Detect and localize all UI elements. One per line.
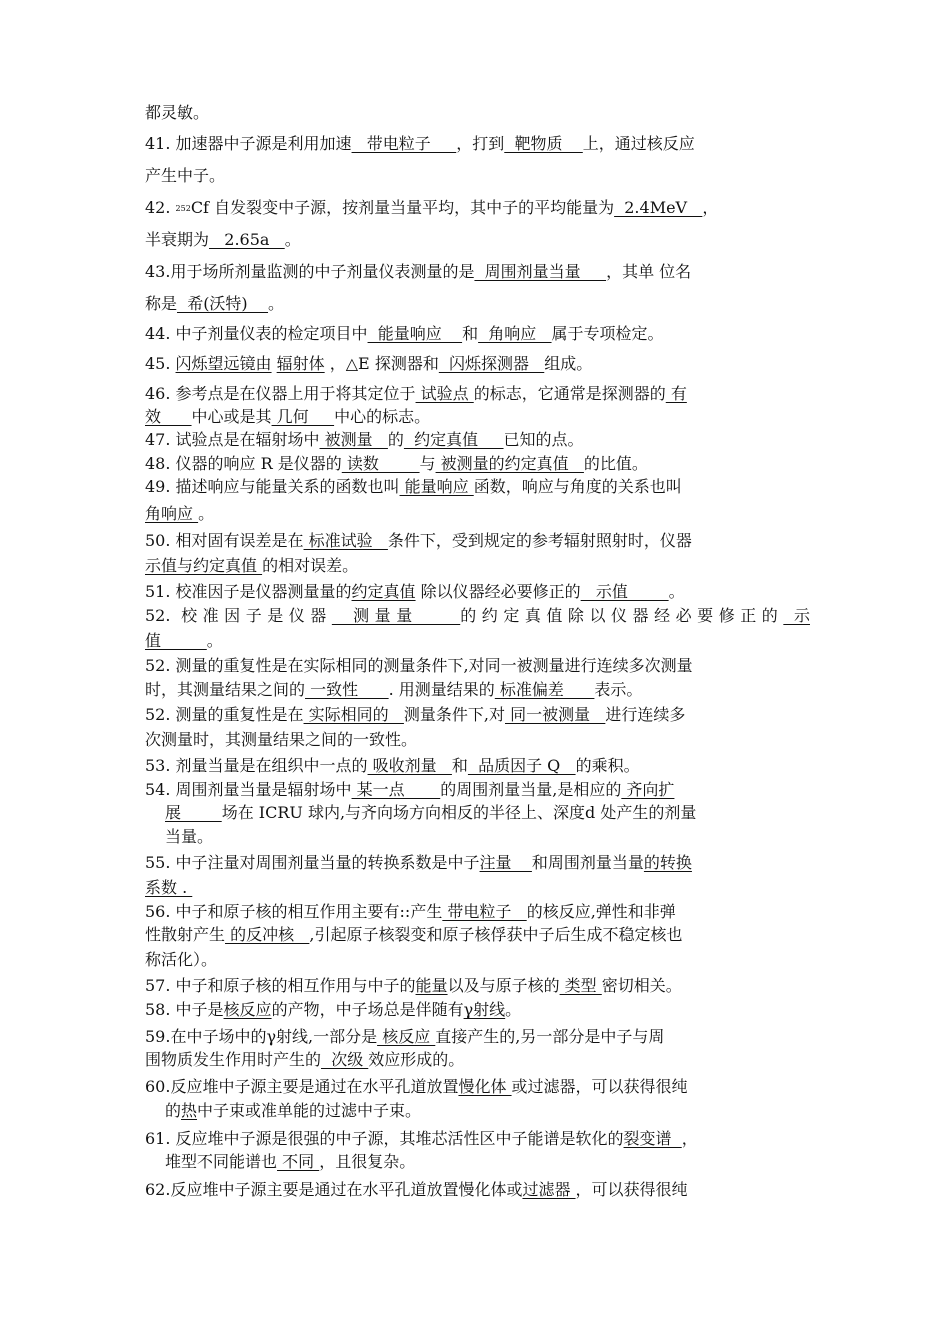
line-text: 52. 测量的重复性是在	[145, 705, 304, 724]
text-line	[145, 323, 810, 344]
fill-blank-answer: 闪烁探测器	[438, 354, 545, 373]
line-text: 的	[165, 1101, 182, 1120]
fill-blank-answer: 过滤器	[522, 1180, 576, 1199]
line-text: 的产物，中子场总是伴随有	[271, 1000, 464, 1019]
line-text: 的乘积。	[575, 756, 640, 775]
text-line	[165, 1151, 830, 1172]
fill-blank-answer: 示值	[580, 582, 669, 601]
fill-blank-answer: 齐向扩	[621, 780, 675, 799]
line-text: 属于专项检定。	[551, 324, 664, 343]
text-line	[145, 779, 810, 800]
text-line	[145, 755, 810, 776]
fill-blank-answer: 标准偏差	[494, 680, 595, 699]
fill-blank-answer: 次级	[321, 1050, 369, 1069]
fill-blank-answer: 辐射体	[276, 354, 325, 373]
fill-blank-answer: 示	[783, 606, 810, 625]
line-text: 围物质发生作用时产生的	[145, 1050, 322, 1069]
text-line	[145, 852, 810, 873]
line-text: 58. 中子是	[145, 1000, 224, 1019]
line-text: 效应形成的。	[368, 1050, 465, 1069]
text-line	[165, 826, 830, 847]
fill-blank-answer: 希(沃特)	[177, 294, 269, 313]
fill-blank-answer: 角响应	[478, 324, 552, 343]
line-text: 41. 加速器中子源是利用加速	[145, 134, 352, 153]
fill-blank-answer: 的转换	[643, 853, 692, 872]
line-text: 43.用于场所剂量监测的中子剂量仪表测量的是	[145, 262, 475, 281]
line-text: 的核反应,弹性和非弹	[526, 902, 676, 921]
fill-blank-answer: 系数 .	[145, 878, 193, 897]
line-text: ，其单 位名	[606, 262, 692, 281]
line-text: 52. 校准因子是仪器	[145, 606, 332, 625]
fill-blank-answer: 同一被测量	[505, 705, 606, 724]
fill-blank-answer: 能量响应	[399, 477, 474, 496]
superscript: 252	[175, 204, 191, 213]
line-text: 的约定真值除以仪器经必要修正的	[460, 606, 784, 625]
line-text: ，	[702, 198, 719, 217]
fill-blank-answer: 周围剂量当量	[474, 262, 607, 281]
line-text: 54. 周围剂量当量是辐射场中	[145, 780, 352, 799]
line-text: Cf 自发裂变中子源，按剂量当量平均，其中子的平均能量为	[190, 198, 615, 217]
line-text: 42.	[145, 198, 176, 217]
line-text: 45.	[145, 354, 176, 373]
fill-blank-answer: 吸收剂量	[367, 756, 452, 775]
text-line	[145, 1026, 810, 1047]
line-text: 表示。	[594, 680, 643, 699]
fill-blank-answer: 带电粒子	[351, 134, 457, 153]
text-line	[145, 165, 810, 186]
line-text: 组成。	[544, 354, 593, 373]
fill-blank-answer: 能量响应	[367, 324, 463, 343]
text-line	[165, 802, 830, 823]
fill-blank-answer: 值	[145, 631, 207, 650]
line-text: 半衰期为	[145, 230, 210, 249]
fill-blank-answer: 角响应	[145, 504, 199, 523]
fill-blank-answer: 有	[665, 384, 687, 403]
line-text: 或过滤器，可以获得很纯	[511, 1077, 688, 1096]
text-line	[145, 877, 810, 898]
line-text: 。	[668, 582, 685, 601]
line-text: 当量。	[165, 827, 214, 846]
text-line	[145, 1128, 810, 1149]
fill-blank-answer: 约定真值	[351, 582, 416, 601]
fill-blank-answer: 闪烁望远镜由	[175, 354, 272, 373]
line-text: 46. 参考点是在仪器上用于将其定位于	[145, 384, 416, 403]
line-text: 和	[462, 324, 479, 343]
line-text: 。	[505, 1000, 522, 1019]
line-text: 60.反应堆中子源主要是通过在水平孔道放置	[145, 1077, 459, 1096]
line-text: 的比值。	[583, 454, 648, 473]
line-text: 测量条件下,对	[403, 705, 505, 724]
text-line	[145, 581, 810, 602]
line-text: ,引起原子核裂变和原子核俘获中子后生成不稳定核也	[309, 925, 683, 944]
text-line	[145, 901, 810, 922]
line-text: 62.反应堆中子源主要是通过在水平孔道放置慢化体或	[145, 1180, 523, 1199]
line-text: 条件下，受到规定的参考辐射照射时，仪器	[387, 531, 692, 550]
text-line	[145, 704, 810, 725]
text-line	[145, 729, 810, 750]
fill-blank-answer: 展	[165, 803, 222, 822]
text-line	[165, 1100, 830, 1121]
line-text: 44. 中子剂量仪表的检定项目中	[145, 324, 368, 343]
text-line	[145, 655, 810, 676]
fill-blank-answer: 2.4MeV	[614, 198, 703, 217]
text-line	[145, 975, 810, 996]
text-line	[145, 924, 810, 945]
line-text: 次测量时，其测量结果之间的一致性。	[145, 730, 418, 749]
fill-blank-answer: 慢化体	[458, 1077, 512, 1096]
text-line	[145, 999, 810, 1020]
text-line	[145, 406, 810, 427]
line-text: 已知的点。	[503, 430, 584, 449]
line-text: 和周围剂量当量	[531, 853, 644, 872]
fill-blank-answer: 测量量	[331, 606, 461, 625]
line-text: 和	[451, 756, 468, 775]
text-line	[145, 293, 810, 314]
fill-blank-answer: 的反冲核	[225, 925, 310, 944]
line-text: 时，其测量结果之间的	[145, 680, 306, 699]
line-text: 函数，响应与角度的关系也叫	[473, 477, 682, 496]
line-text: . 用测量结果的	[388, 680, 495, 699]
line-text: 与	[419, 454, 436, 473]
fill-blank-answer: 试验点	[415, 384, 474, 403]
text-line	[145, 1179, 810, 1200]
fill-blank-answer: 被测量	[319, 430, 388, 449]
line-text: 的周围剂量当量,是相应的	[440, 780, 622, 799]
fill-blank-answer: γ射线	[463, 1000, 506, 1019]
text-line	[145, 1049, 810, 1070]
line-text: ，△E 探测器和	[324, 354, 439, 373]
line-text: 场在 ICRU 球内,与齐向场方向相反的半径上、深度d 处产生的剂量	[221, 803, 697, 822]
text-line	[145, 630, 810, 651]
text-line	[145, 530, 810, 551]
line-text: 的	[387, 430, 404, 449]
line-text: 中子束或准单能的过滤中子束。	[197, 1101, 422, 1120]
line-text: 49. 描述响应与能量关系的函数也叫	[145, 477, 400, 496]
line-text: 上，通过核反应	[582, 134, 695, 153]
fill-blank-answer: 实际相同的	[303, 705, 404, 724]
line-text: 52. 测量的重复性是在实际相同的测量条件下,对同一被测量进行连续多次测量	[145, 656, 693, 675]
text-line	[145, 353, 810, 374]
line-text: ，打到	[456, 134, 505, 153]
fill-blank-answer: 几何	[271, 407, 335, 426]
line-text: 59.在中子场中的γ射线,一部分是	[145, 1027, 378, 1046]
fill-blank-answer: 效	[145, 407, 192, 426]
fill-blank-answer: 靶物质	[504, 134, 583, 153]
fill-blank-answer: 某一点	[351, 780, 441, 799]
line-text: 中心或是其	[191, 407, 272, 426]
fill-blank-answer: 裂变谱	[623, 1129, 682, 1148]
line-text: 性散射产生	[145, 925, 226, 944]
fill-blank-answer: 2.65a	[209, 230, 285, 249]
text-line	[145, 453, 810, 474]
line-text: 进行连续多	[605, 705, 686, 724]
text-line	[145, 133, 810, 154]
text-line	[145, 229, 810, 250]
line-text: ，	[681, 1129, 698, 1148]
line-text: 密切相关。	[601, 976, 682, 995]
line-text: 称活化）。	[145, 950, 218, 969]
text-line	[145, 503, 810, 524]
line-text: 中心的标志。	[334, 407, 431, 426]
line-text: 除以仪器经必要修正的	[415, 582, 581, 601]
line-text: 51. 校准因子是仪器测量量的	[145, 582, 352, 601]
line-text: 。	[198, 504, 215, 523]
line-text: 的相对误差。	[262, 556, 359, 575]
fill-blank-answer: 一致性	[305, 680, 389, 699]
fill-blank-answer: 热	[181, 1101, 198, 1120]
line-text: ，且很复杂。	[319, 1152, 416, 1171]
text-line	[145, 949, 810, 970]
fill-blank-answer: 不同	[277, 1152, 320, 1171]
line-text: 55. 中子注量对周围剂量当量的转换系数是中子	[145, 853, 480, 872]
line-text: 的标志，它通常是探测器的	[473, 384, 666, 403]
fill-blank-answer: 带电粒子	[442, 902, 527, 921]
text-line	[145, 1076, 810, 1097]
text-line	[145, 261, 810, 282]
text-line	[145, 679, 810, 700]
line-text: 53. 剂量当量是在组织中一点的	[145, 756, 368, 775]
text-line	[145, 429, 810, 450]
fill-blank-answer: 约定真值	[403, 430, 504, 449]
line-text: 57. 中子和原子核的相互作用与中子的	[145, 976, 416, 995]
text-line	[145, 605, 810, 626]
fill-blank-answer: 核反应	[223, 1000, 272, 1019]
line-text: 48. 仪器的响应 R 是仪器的	[145, 454, 342, 473]
text-line	[145, 102, 810, 123]
line-text: 61. 反应堆中子源是很强的中子源，其堆芯活性区中子能谱是软化的	[145, 1129, 624, 1148]
line-text: ，可以获得很纯	[575, 1180, 688, 1199]
fill-blank-answer: 读数	[341, 454, 420, 473]
text-line	[145, 555, 810, 576]
fill-blank-answer: 被测量的约定真值	[435, 454, 584, 473]
line-text: 50. 相对固有误差是在	[145, 531, 304, 550]
line-text: 47. 试验点是在辐射场中	[145, 430, 320, 449]
line-text: 直接产生的,另一部分是中子与周	[435, 1027, 665, 1046]
fill-blank-answer: 品质因子 Q	[467, 756, 576, 775]
line-text: 堆型不同能谱也	[165, 1152, 278, 1171]
line-text: 56. 中子和原子核的相互作用主要有::产生	[145, 902, 443, 921]
line-text: 。	[284, 230, 301, 249]
line-text: 都灵敏。	[145, 103, 210, 122]
fill-blank-answer: 核反应	[377, 1027, 436, 1046]
fill-blank-answer: 注量	[479, 853, 532, 872]
text-line	[145, 383, 810, 404]
line-text: 。	[206, 631, 223, 650]
line-text: 以及与原子核的	[447, 976, 560, 995]
text-line	[145, 197, 810, 219]
line-text: 。	[268, 294, 285, 313]
fill-blank-answer: 类型	[559, 976, 602, 995]
fill-blank-answer: 示值与约定真值	[145, 556, 263, 575]
text-line	[145, 476, 810, 497]
fill-blank-answer: 标准试验	[303, 531, 388, 550]
line-text: 产生中子。	[145, 166, 226, 185]
line-text: 称是	[145, 294, 178, 313]
fill-blank-answer: 能量	[415, 976, 448, 995]
